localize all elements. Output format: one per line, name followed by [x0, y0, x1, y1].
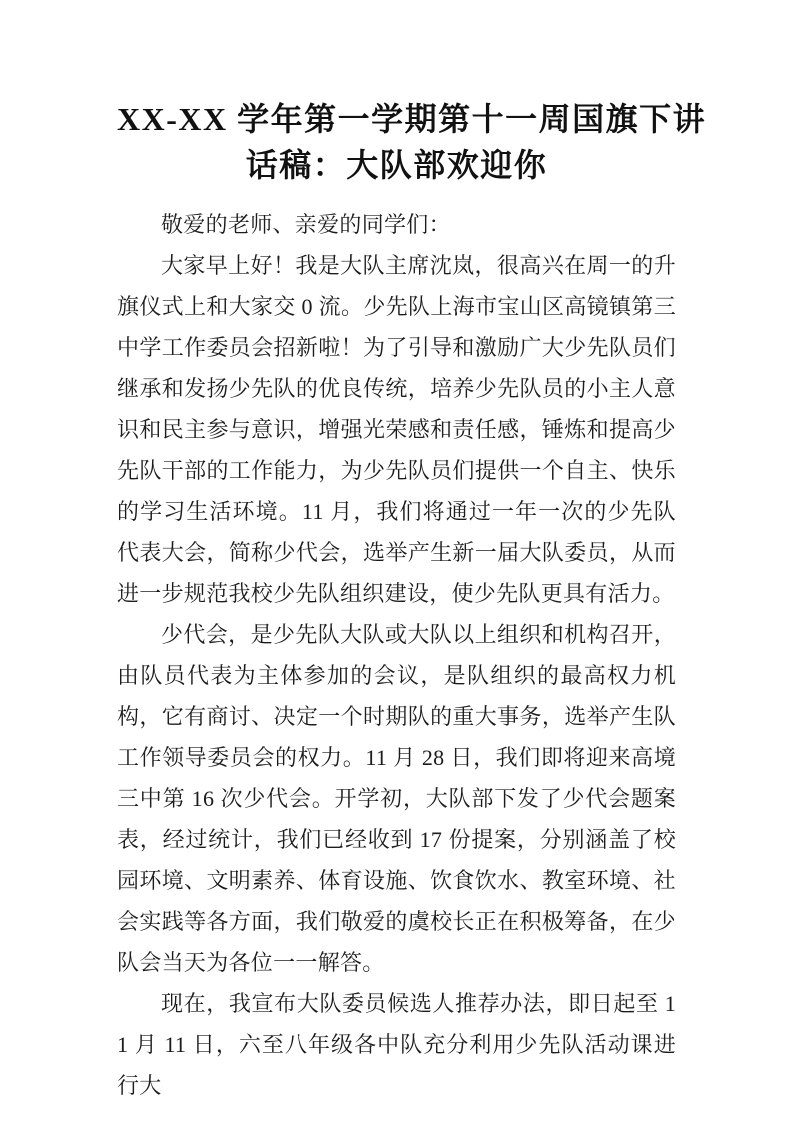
document-title-line-2: 话稿：大队部欢迎你 [245, 147, 548, 183]
paragraph-intro-election: 大家早上好！我是大队主席沈岚，很高兴在周一的升旗仪式上和大家交 0 流。少先队上海市宝山区高镜镇第三中学工作委员会招新啦！为了引导和激励广大少先队员们继承和发扬少先队的优良传统，培养少先队员的小主人意识和民主参与意识，增强光荣感和责任感，锤炼和提高少先队干部的工作能力，为少先队员们提供一个自主、快乐的学习生活环境。11 月，我们将通过一年一次的少先队代表大会，简称少代会，选举产生新一届大队委员，从而进一步规范我校少先队组织建设，使少先队更具有活力。 [117, 253, 676, 606]
document-title [117, 96, 707, 188]
paragraph-congress-details: 少代会，是少先队大队或大队以上组织和机构召开，由队员代表为主体参加的会议，是队组织的最高权力机构，它有商讨、决定一个时期队的重大事务，选举产生队工作领导委员会的权力。11 月 28 日，我们即将迎来高境三中第 16 次少代会。开学初，大队部下发了少代会题案表，经过统计，我们已经收到 17 份提案，分别涵盖了校园环境、文明素养、体育设施、饮食饮水、教室环境、社会实践等各方面，我们敬爱的虞校长正在积极筹备，在少队会当天为各位一一解答。 [117, 622, 676, 975]
document-body [117, 204, 676, 1106]
document-title-line-1: XX-XX 学年第一学期第十一周国旗下讲 [117, 101, 707, 137]
paragraph-salutation: 敬爱的老师、亲爱的同学们： [161, 212, 451, 237]
paragraph-candidate-recommendation: 现在，我宣布大队委员候选人推荐办法，即日起至 11 月 11 日，六至八年级各中队充分利用少先队活动课进行大 [117, 991, 676, 1098]
